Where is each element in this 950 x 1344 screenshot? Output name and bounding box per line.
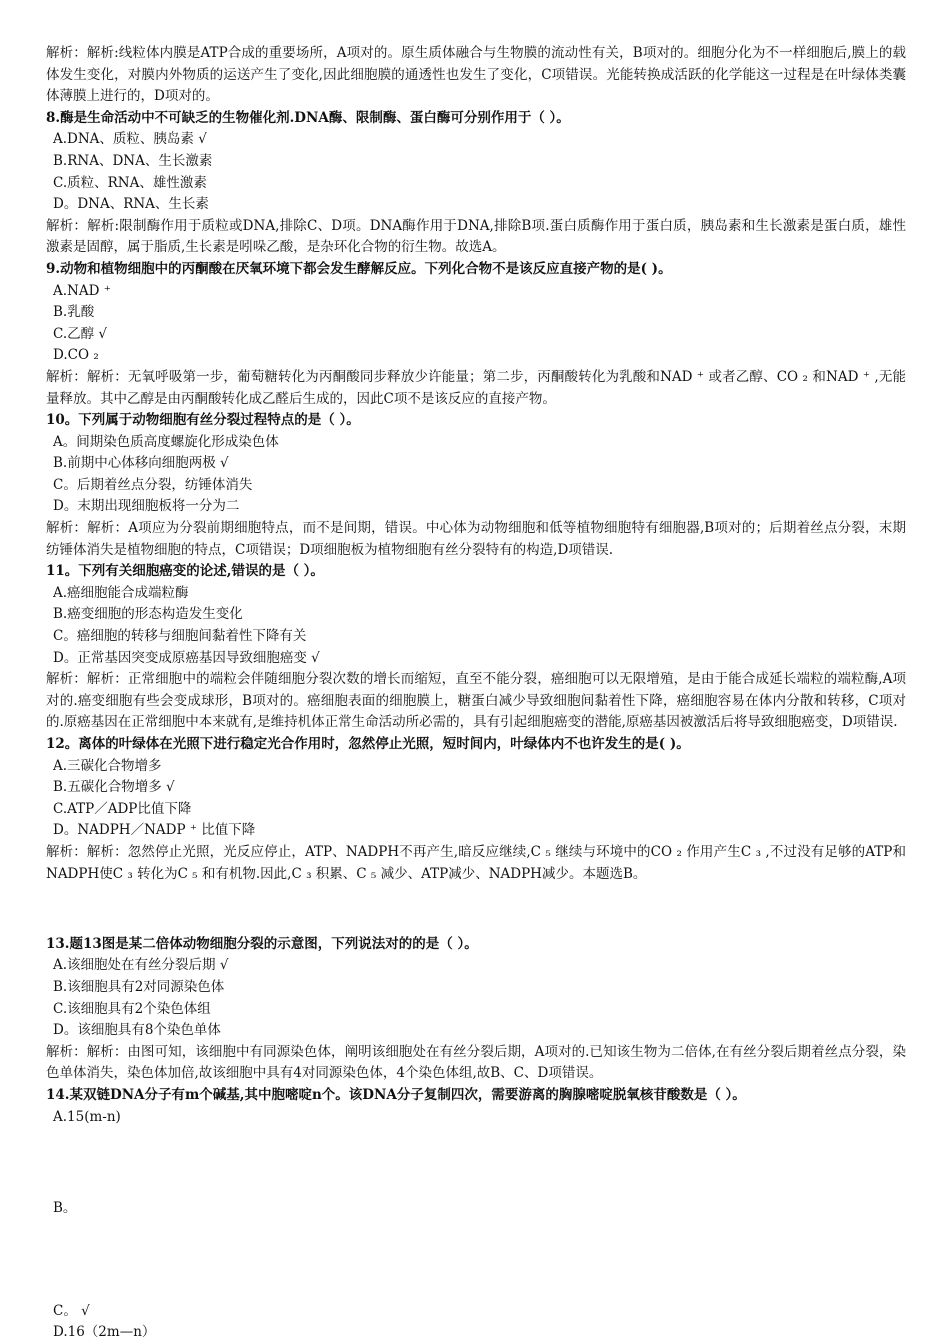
answer-option: D。NADPH／NADP ⁺ 比值下降: [53, 822, 256, 839]
explanation-text: 解析：解析：正常细胞中的端粒会伴随细胞分裂次数的增长而缩短，直至不能分裂，癌细胞可以无限增殖，是由于能合成延长端粒的端粒酶,A项对的.癌变细胞有些会变成球形，B项对的。癌细胞表面的细胞膜上，糖蛋白减少导致细胞间黏着性下降，癌细胞容易在体内分散和转移，C项对的.原癌基因在正常细胞中本来就有,是维持机体正常生命活动所必需的，具有引起细胞癌变的潜能,原癌基因被激活后将导致细胞癌变，D项错误.: [46, 671, 906, 731]
answer-option: C。 √: [53, 1302, 90, 1319]
answer-option: B。: [53, 1200, 77, 1217]
document-body: [46, 43, 906, 1344]
blank-space: [46, 1142, 906, 1185]
answer-option: B.前期中心体移向细胞两极 √: [53, 455, 229, 472]
explanation-text: 解析：解析:线粒体内膜是ATP合成的重要场所，A项对的。原生质体融合与生物膜的流动性有关，B项对的。细胞分化为不一样细胞后,膜上的载体发生变化，对膜内外物质的运送产生了变化,因此细胞膜的通透性也发生了变化，C项错误。光能转换成活跃的化学能这一过程是在叶绿体类囊体薄膜上进行的，D项对的。: [46, 45, 906, 105]
question-stem: 12。离体的叶绿体在光照下进行稳定光合作用时，忽然停止光照，短时间内，叶绿体内不也许发生的是( )。: [46, 736, 690, 752]
question-stem: 8.酶是生命活动中不可缺乏的生物催化剂.DNA酶、限制酶、蛋白酶可分别作用于（ ）。: [46, 109, 570, 126]
blank-line: [46, 899, 906, 921]
answer-option: A.15(m-n): [53, 1108, 121, 1125]
answer-option: A.DNA、质粒、胰岛素 √: [53, 131, 207, 148]
answer-option: A.癌细胞能合成端粒酶: [53, 584, 189, 601]
answer-option: D。DNA、RNA、生长素: [53, 196, 209, 213]
answer-option: C.质粒、RNA、雄性激素: [53, 174, 207, 191]
question-stem: 14.某双链DNA分子有m个碱基,其中胞嘧啶n个。该DNA分子复制四次，需要游离的胸腺嘧啶脱氧核苷酸数是（ ）。: [46, 1086, 746, 1103]
answer-option: C.乙醇 √: [53, 325, 108, 342]
answer-option: C。后期着丝点分裂，纺锤体消失: [53, 476, 253, 493]
question-stem: 10。下列属于动物细胞有丝分裂过程特点的是（ ）。: [46, 412, 360, 429]
answer-option: B.RNA、DNA、生长激素: [53, 152, 213, 169]
explanation-text: 解析：解析:限制酶作用于质粒或DNA,排除C、D项。DNA酶作用于DNA,排除B项.蛋白质酶作用于蛋白质，胰岛素和生长激素是蛋白质，雄性激素是固醇，属于脂质,生长素是吲哚乙酸，是杂环化合物的衍生物。故选A。: [46, 217, 906, 256]
answer-option: A.NAD ⁺: [53, 282, 111, 299]
blank-space: [46, 1233, 906, 1287]
answer-option: D。该细胞具有8个染色单体: [53, 1022, 221, 1039]
explanation-text: 解析：解析：由图可知，该细胞中有同源染色体，阐明该细胞处在有丝分裂后期，A项对的.已知该生物为二倍体,在有丝分裂后期着丝点分裂，染色单体消失，染色体加倍,故该细胞中具有4对同源染色体，4个染色体组,故B、C、D项错误。: [46, 1043, 906, 1082]
answer-option: D.16（2m—n）: [53, 1324, 156, 1341]
question-stem: 11。下列有关细胞癌变的论述,错误的是（ ）。: [46, 563, 324, 580]
question-stem: 9.动物和植物细胞中的丙酮酸在厌氧环境下都会发生酵解反应。下列化合物不是该反应直接产物的是( )。: [46, 260, 672, 277]
answer-option: B.乳酸: [53, 304, 95, 321]
answer-option: B.五碳化合物增多 √: [53, 779, 175, 796]
answer-option: A.三碳化合物增多: [53, 757, 162, 774]
explanation-text: 解析：解析：忽然停止光照，光反应停止，ATP、NADPH不再产生,暗反应继续,C ₅ 继续与环境中的CO ₂ 作用产生C ₃ ,不过没有足够的ATP和NADPH使C ₃ 转化为C ₅ 和有机物.因此,C ₃ 积累、C ₅ 减少、ATP减少、NADPH减少。本题选B。: [46, 843, 906, 882]
answer-option: C.该细胞具有2个染色体组: [53, 1000, 211, 1017]
explanation-text: 解析：解析：无氧呼吸第一步，葡萄糖转化为丙酮酸同步释放少许能量；第二步，丙酮酸转化为乳酸和NAD ⁺ 或者乙醇、CO ₂ 和NAD ⁺ ,无能量释放。其中乙醇是由丙酮酸转化成乙醛后生成的，因此C项不是该反应的直接产物。: [46, 368, 906, 407]
explanation-text: 解析：解析：A项应为分裂前期细胞特点，而不是间期，错误。中心体为动物细胞和低等植物细胞特有细胞器,B项对的；后期着丝点分裂，末期纺锤体消失是植物细胞的特点，C项错误；D项细胞板为植物细胞有丝分裂特有的构造,D项错误.: [46, 520, 906, 558]
answer-option: A.该细胞处在有丝分裂后期 √: [53, 957, 229, 974]
answer-option: D。末期出现细胞板将一分为二: [53, 498, 240, 515]
answer-option: B.癌变细胞的形态构造发生变化: [53, 606, 243, 623]
answer-option: D。正常基因突变成原癌基因导致细胞癌变 √: [53, 649, 320, 666]
answer-option: D.CO ₂: [53, 347, 99, 364]
answer-option: C。癌细胞的转移与细胞间黏着性下降有关: [53, 628, 307, 645]
answer-option: B.该细胞具有2对同源染色体: [53, 978, 225, 995]
answer-option: A。间期染色质高度螺旋化形成染色体: [53, 433, 279, 450]
question-stem: 13.题13图是某二倍体动物细胞分裂的示意图，下列说法对的的是（ ）。: [46, 935, 478, 952]
answer-option: C.ATP／ADP比值下降: [53, 800, 192, 817]
